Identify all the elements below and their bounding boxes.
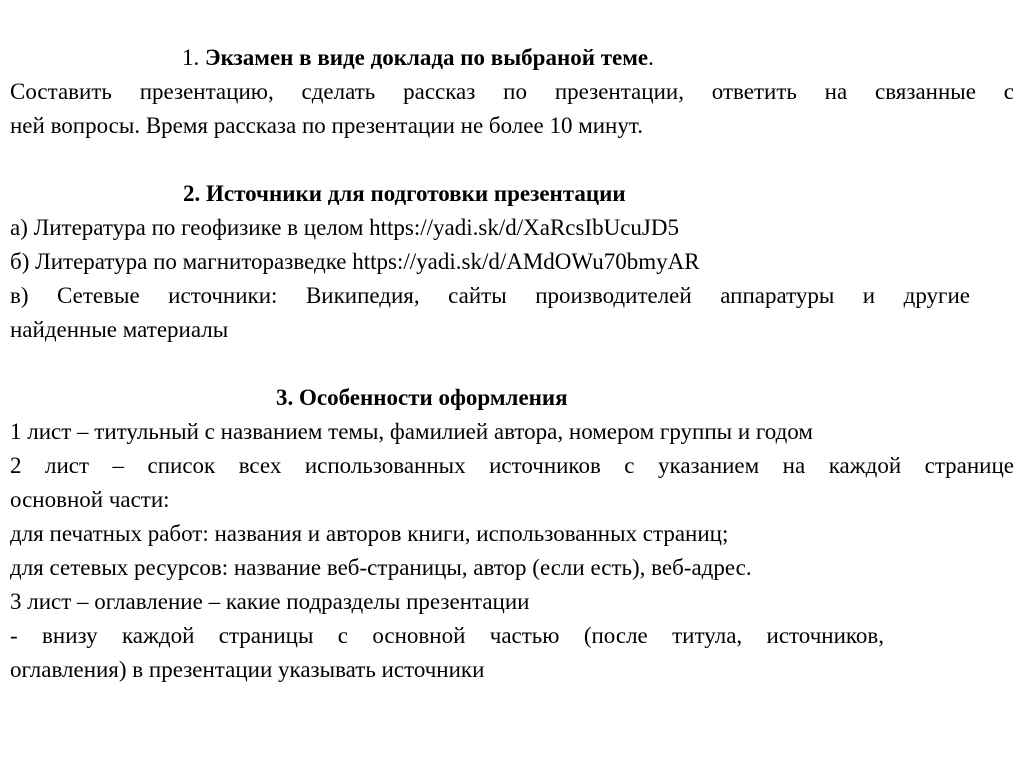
- section3-line: 1 лист – титульный с названием темы, фамилией автора, номером группы и годом: [10, 419, 813, 444]
- spacer: [10, 347, 1014, 381]
- section2-heading: [10, 177, 1014, 211]
- section3-line: оглавления) в презентации указывать источники: [10, 657, 485, 682]
- section1-line1: Составить презентацию, сделать рассказ по презентации, ответить на связанные с: [10, 79, 1014, 104]
- spacer: [10, 143, 1014, 177]
- section3-title: 3. Особенности оформления: [276, 385, 568, 410]
- section2-item-c-line2: найденные материалы: [10, 317, 229, 342]
- section2-item-a: а) Литература по геофизике в целом https://yadi.sk/d/XaRcsIbUcuJD5: [10, 215, 679, 240]
- section1-title-end: .: [648, 45, 654, 70]
- section2-item-b: б) Литература по магниторазведке https://yadi.sk/d/AMdOWu70bmyAR: [10, 249, 700, 274]
- section1-heading: [10, 41, 1014, 75]
- section3-line: для сетевых ресурсов: название веб-страницы, автор (если есть), веб-адрес.: [10, 555, 752, 580]
- section1-line2: ней вопросы. Время рассказа по презентации не более 10 минут.: [10, 113, 643, 138]
- section2-item-c-line1: в) Сетевые источники: Википедия, сайты производителей аппаратуры и другие: [10, 283, 970, 308]
- section3-line: основной части:: [10, 487, 170, 512]
- section3-line: 2 лист – список всех использованных источников с указанием на каждой странице: [10, 453, 1014, 478]
- section1-title: Экзамен в виде доклада по выбраной теме: [205, 45, 649, 70]
- section1-number: 1.: [182, 45, 200, 70]
- section3-line: для печатных работ: названия и авторов книги, использованных страниц;: [10, 521, 729, 546]
- section3-line: 3 лист – оглавление – какие подразделы презентации: [10, 589, 530, 614]
- section3-line: - внизу каждой страницы с основной частью (после титула, источников,: [10, 623, 884, 648]
- section3-heading: [10, 381, 1014, 415]
- section2-title: 2. Источники для подготовки презентации: [183, 181, 626, 206]
